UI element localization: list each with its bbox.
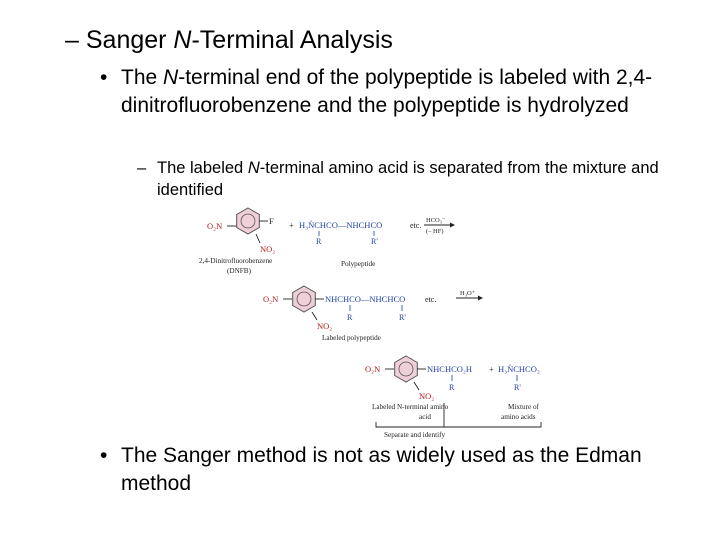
row2-condition-top: H₃O⁺ (460, 290, 476, 297)
row1-o2n: O₂N (207, 221, 223, 231)
benzene-ring-1 (237, 208, 260, 234)
slide-heading (65, 26, 393, 55)
row2-bond-no2 (312, 312, 317, 320)
sub-bullet-marker: – (137, 159, 147, 177)
labeled-polypeptide-label: Labeled polypeptide (322, 334, 381, 342)
benzene-ring-2 (293, 286, 316, 312)
sub1-pre: The labeled (157, 159, 248, 177)
row2-etc: etc. (425, 295, 437, 304)
bullet1-italic: N (163, 66, 179, 89)
bullet1-pre: The (121, 66, 164, 89)
row2-arrow-head (478, 296, 483, 301)
row1-fluorine: F (269, 216, 274, 226)
bullet-marker: • (100, 66, 108, 89)
labeled-amino-acid-label-2: acid (419, 413, 431, 421)
heading-italic: N (173, 26, 192, 54)
benzene-ring-3 (395, 356, 418, 382)
row3-r2: R' (514, 383, 521, 392)
heading-pre: Sanger (85, 26, 174, 54)
heading-dash: – (65, 26, 79, 54)
sanger-reaction-figure (196, 205, 564, 443)
row1-etc: etc. (410, 221, 422, 230)
row1-polypeptide-chain: H₃N̈CHCO—NHCHCO (299, 220, 383, 230)
row1-plus: + (289, 220, 294, 230)
row3-plus: + (489, 364, 494, 374)
separation-bracket (376, 422, 541, 427)
row3-labeled-amino-acid: NHCHCO₂H (427, 364, 472, 374)
dnfb-name: 2,4-Dinitrofluorobenzene (199, 257, 273, 265)
row1-r: R (316, 237, 322, 246)
row1-bond-no2 (256, 234, 260, 243)
row2-o2n: O₂N (263, 294, 279, 304)
row2-r2: R' (399, 313, 406, 322)
labeled-amino-acid-label-1: Labeled N-terminal amino (372, 403, 449, 411)
bullet-text: The Sanger method is not as widely used as the Edman method (121, 444, 642, 495)
row2-chain: NHCHCO—NHCHCO (325, 294, 406, 304)
sub1-post: -terminal amino acid is separated from the mixture and identified (157, 159, 659, 199)
row2-no2: NO₂ (317, 321, 333, 331)
row3-amino-acids: H₃N̈CHCO₂ (498, 364, 540, 374)
row1-condition-top: HCO₃⁻ (426, 217, 446, 224)
row1-r2: R' (371, 237, 378, 246)
sub-bullet-text (157, 157, 677, 201)
heading-post: -Terminal Analysis (191, 26, 393, 54)
polypeptide-label: Polypeptide (341, 260, 376, 268)
dnfb-abbreviation: (DNFB) (227, 267, 251, 275)
bullet1-post: -terminal end of the polypeptide is labeled with 2,4-dinitrofluorobenzene and the polypeptide is hydrolyzed (121, 66, 653, 117)
row3-bond-no2 (414, 382, 419, 390)
separate-identify-label: Separate and identify (384, 431, 446, 439)
sub1-italic: N (247, 159, 260, 177)
row1-condition-bottom: (– HF) (426, 228, 444, 235)
mixture-label-2: amino acids (501, 413, 536, 421)
row1-arrow-head (450, 223, 455, 228)
row1-no2: NO₂ (260, 244, 276, 254)
row3-no2: NO₂ (419, 391, 435, 401)
mixture-label-1: Mixture of (508, 403, 539, 411)
row3-r: R (449, 383, 455, 392)
bullet-text (121, 64, 701, 120)
row3-o2n: O₂N (365, 364, 381, 374)
row2-r: R (347, 313, 353, 322)
bullet-marker: • (100, 444, 108, 467)
